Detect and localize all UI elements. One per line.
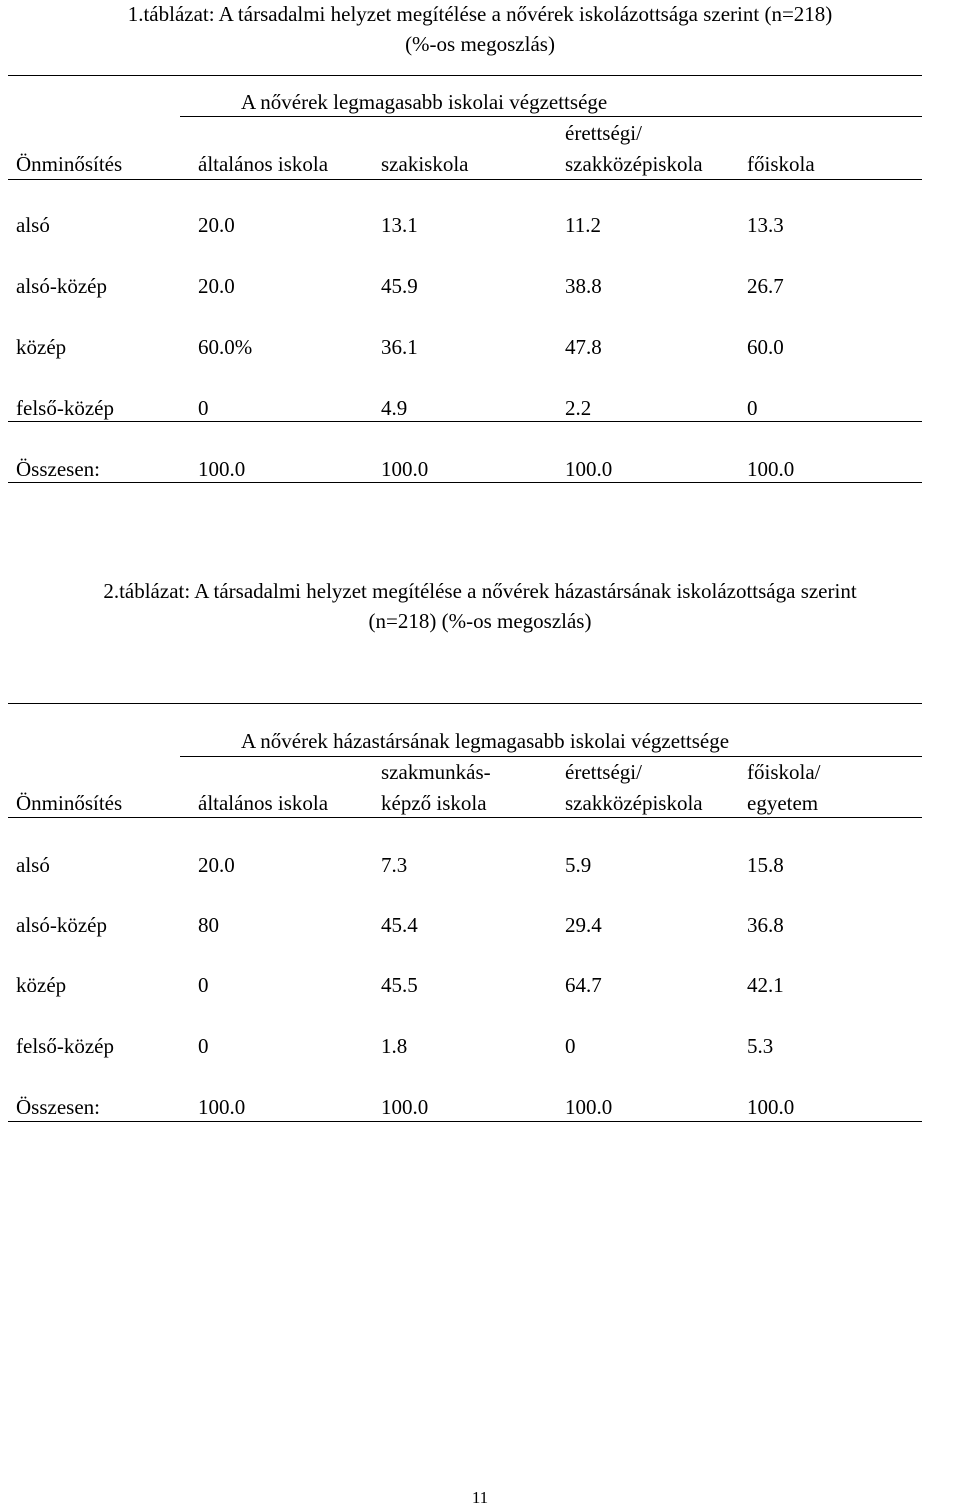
- table2-cell: 100.0: [565, 1095, 613, 1119]
- table1-group-rule: [180, 116, 922, 117]
- table2-cell: 100.0: [747, 1095, 795, 1119]
- table1-cell: 100.0: [381, 457, 429, 481]
- table2-cell: 42.1: [747, 973, 784, 997]
- table2-cell: 36.8: [747, 913, 784, 937]
- table1-header-rule: [8, 179, 922, 180]
- table2-row-also-kozep-label: alsó-közép: [16, 913, 107, 937]
- table1-cell: 0: [747, 396, 758, 420]
- table1-col-header-0: Önminősítés: [16, 152, 123, 176]
- table1-row-also-label: alsó: [16, 213, 50, 237]
- table1-col-header-3-line2: szakközépiskola: [565, 152, 703, 176]
- table1-col-header-3-line1: érettségi/: [565, 121, 642, 145]
- table1-cell: 26.7: [747, 274, 784, 298]
- table2-cell: 45.5: [381, 973, 418, 997]
- table1-row-also-kozep-label: alsó-közép: [16, 274, 107, 298]
- table1-col-header-1: általános iskola: [198, 152, 329, 176]
- table2-row-felso-kozep-label: felső-közép: [16, 1034, 114, 1058]
- table1-cell: 60.0%: [198, 335, 253, 359]
- table2-col-header-4-line1: főiskola/: [747, 760, 821, 784]
- table2-cell: 64.7: [565, 973, 602, 997]
- table2-col-header-2-line2: képző iskola: [381, 791, 487, 815]
- table2-col-header-3-line2: szakközépiskola: [565, 791, 703, 815]
- table1-cell: 2.2: [565, 396, 592, 420]
- table1-caption-line2: (%-os megoszlás): [405, 32, 555, 56]
- table2-cell: 0: [565, 1034, 576, 1058]
- table2-cell: 5.9: [565, 853, 592, 877]
- table2-bottom-rule: [8, 1121, 922, 1122]
- table2-cell: 20.0: [198, 853, 235, 877]
- table1-cell: 47.8: [565, 335, 602, 359]
- table2-cell: 80: [198, 913, 219, 937]
- table1-bottom-rule: [8, 482, 922, 483]
- table2-cell: 100.0: [198, 1095, 246, 1119]
- table1-col-header-4: főiskola: [747, 152, 815, 176]
- table2-cell: 1.8: [381, 1034, 408, 1058]
- table2-col-header-3-line1: érettségi/: [565, 760, 642, 784]
- table2-col-header-4-line2: egyetem: [747, 791, 819, 815]
- table1-cell: 100.0: [565, 457, 613, 481]
- table1-cell: 100.0: [747, 457, 795, 481]
- table2-cell: 5.3: [747, 1034, 774, 1058]
- table1-cell: 60.0: [747, 335, 784, 359]
- table1-row-total-label: Összesen:: [16, 457, 100, 481]
- table1-cell: 4.9: [381, 396, 408, 420]
- table1-row-felso-kozep-label: felső-közép: [16, 396, 114, 420]
- table1-cell: 100.0: [198, 457, 246, 481]
- table2-cell: 7.3: [381, 853, 408, 877]
- table2-group-header: A nővérek házastársának legmagasabb iskolai végzettsége: [241, 729, 730, 753]
- table2-col-header-1: általános iskola: [198, 791, 329, 815]
- table2-top-rule: [8, 703, 922, 704]
- table1-cell: 38.8: [565, 274, 602, 298]
- page-number: 11: [471, 1488, 489, 1507]
- table1-cell: 0: [198, 396, 209, 420]
- table1-cell: 20.0: [198, 213, 235, 237]
- table2-caption-line2: (n=218) (%-os megoszlás): [368, 609, 592, 633]
- table1-group-header: A nővérek legmagasabb iskolai végzettsége: [241, 90, 608, 114]
- table1-cell: 20.0: [198, 274, 235, 298]
- table2-row-total-label: Összesen:: [16, 1095, 100, 1119]
- table1-col-header-2: szakiskola: [381, 152, 469, 176]
- table2-group-rule: [180, 756, 922, 757]
- table2-row-kozep-label: közép: [16, 973, 67, 997]
- table2-col-header-0: Önminősítés: [16, 791, 123, 815]
- table2-caption-line1: 2.táblázat: A társadalmi helyzet megítélése a nővérek házastársának iskolázottsága szerint: [103, 579, 857, 603]
- table1-caption-line1: 1.táblázat: A társadalmi helyzet megítélése a nővérek iskolázottsága szerint (n=218): [127, 2, 833, 26]
- table2-cell: 45.4: [381, 913, 418, 937]
- table1-row-kozep-label: közép: [16, 335, 67, 359]
- table1-cell: 11.2: [565, 213, 601, 237]
- table2-cell: 0: [198, 973, 209, 997]
- table2-header-rule: [8, 817, 922, 818]
- table1-cell: 13.3: [747, 213, 784, 237]
- table2-cell: 0: [198, 1034, 209, 1058]
- table1-total-rule: [8, 421, 922, 422]
- table2-cell: 100.0: [381, 1095, 429, 1119]
- table1-cell: 36.1: [381, 335, 418, 359]
- table2-cell: 29.4: [565, 913, 602, 937]
- table1-top-rule: [8, 75, 922, 76]
- table1-cell: 13.1: [381, 213, 418, 237]
- table2-row-also-label: alsó: [16, 853, 50, 877]
- table2-col-header-2-line1: szakmunkás-: [381, 760, 491, 784]
- table2-cell: 15.8: [747, 853, 784, 877]
- table1-cell: 45.9: [381, 274, 418, 298]
